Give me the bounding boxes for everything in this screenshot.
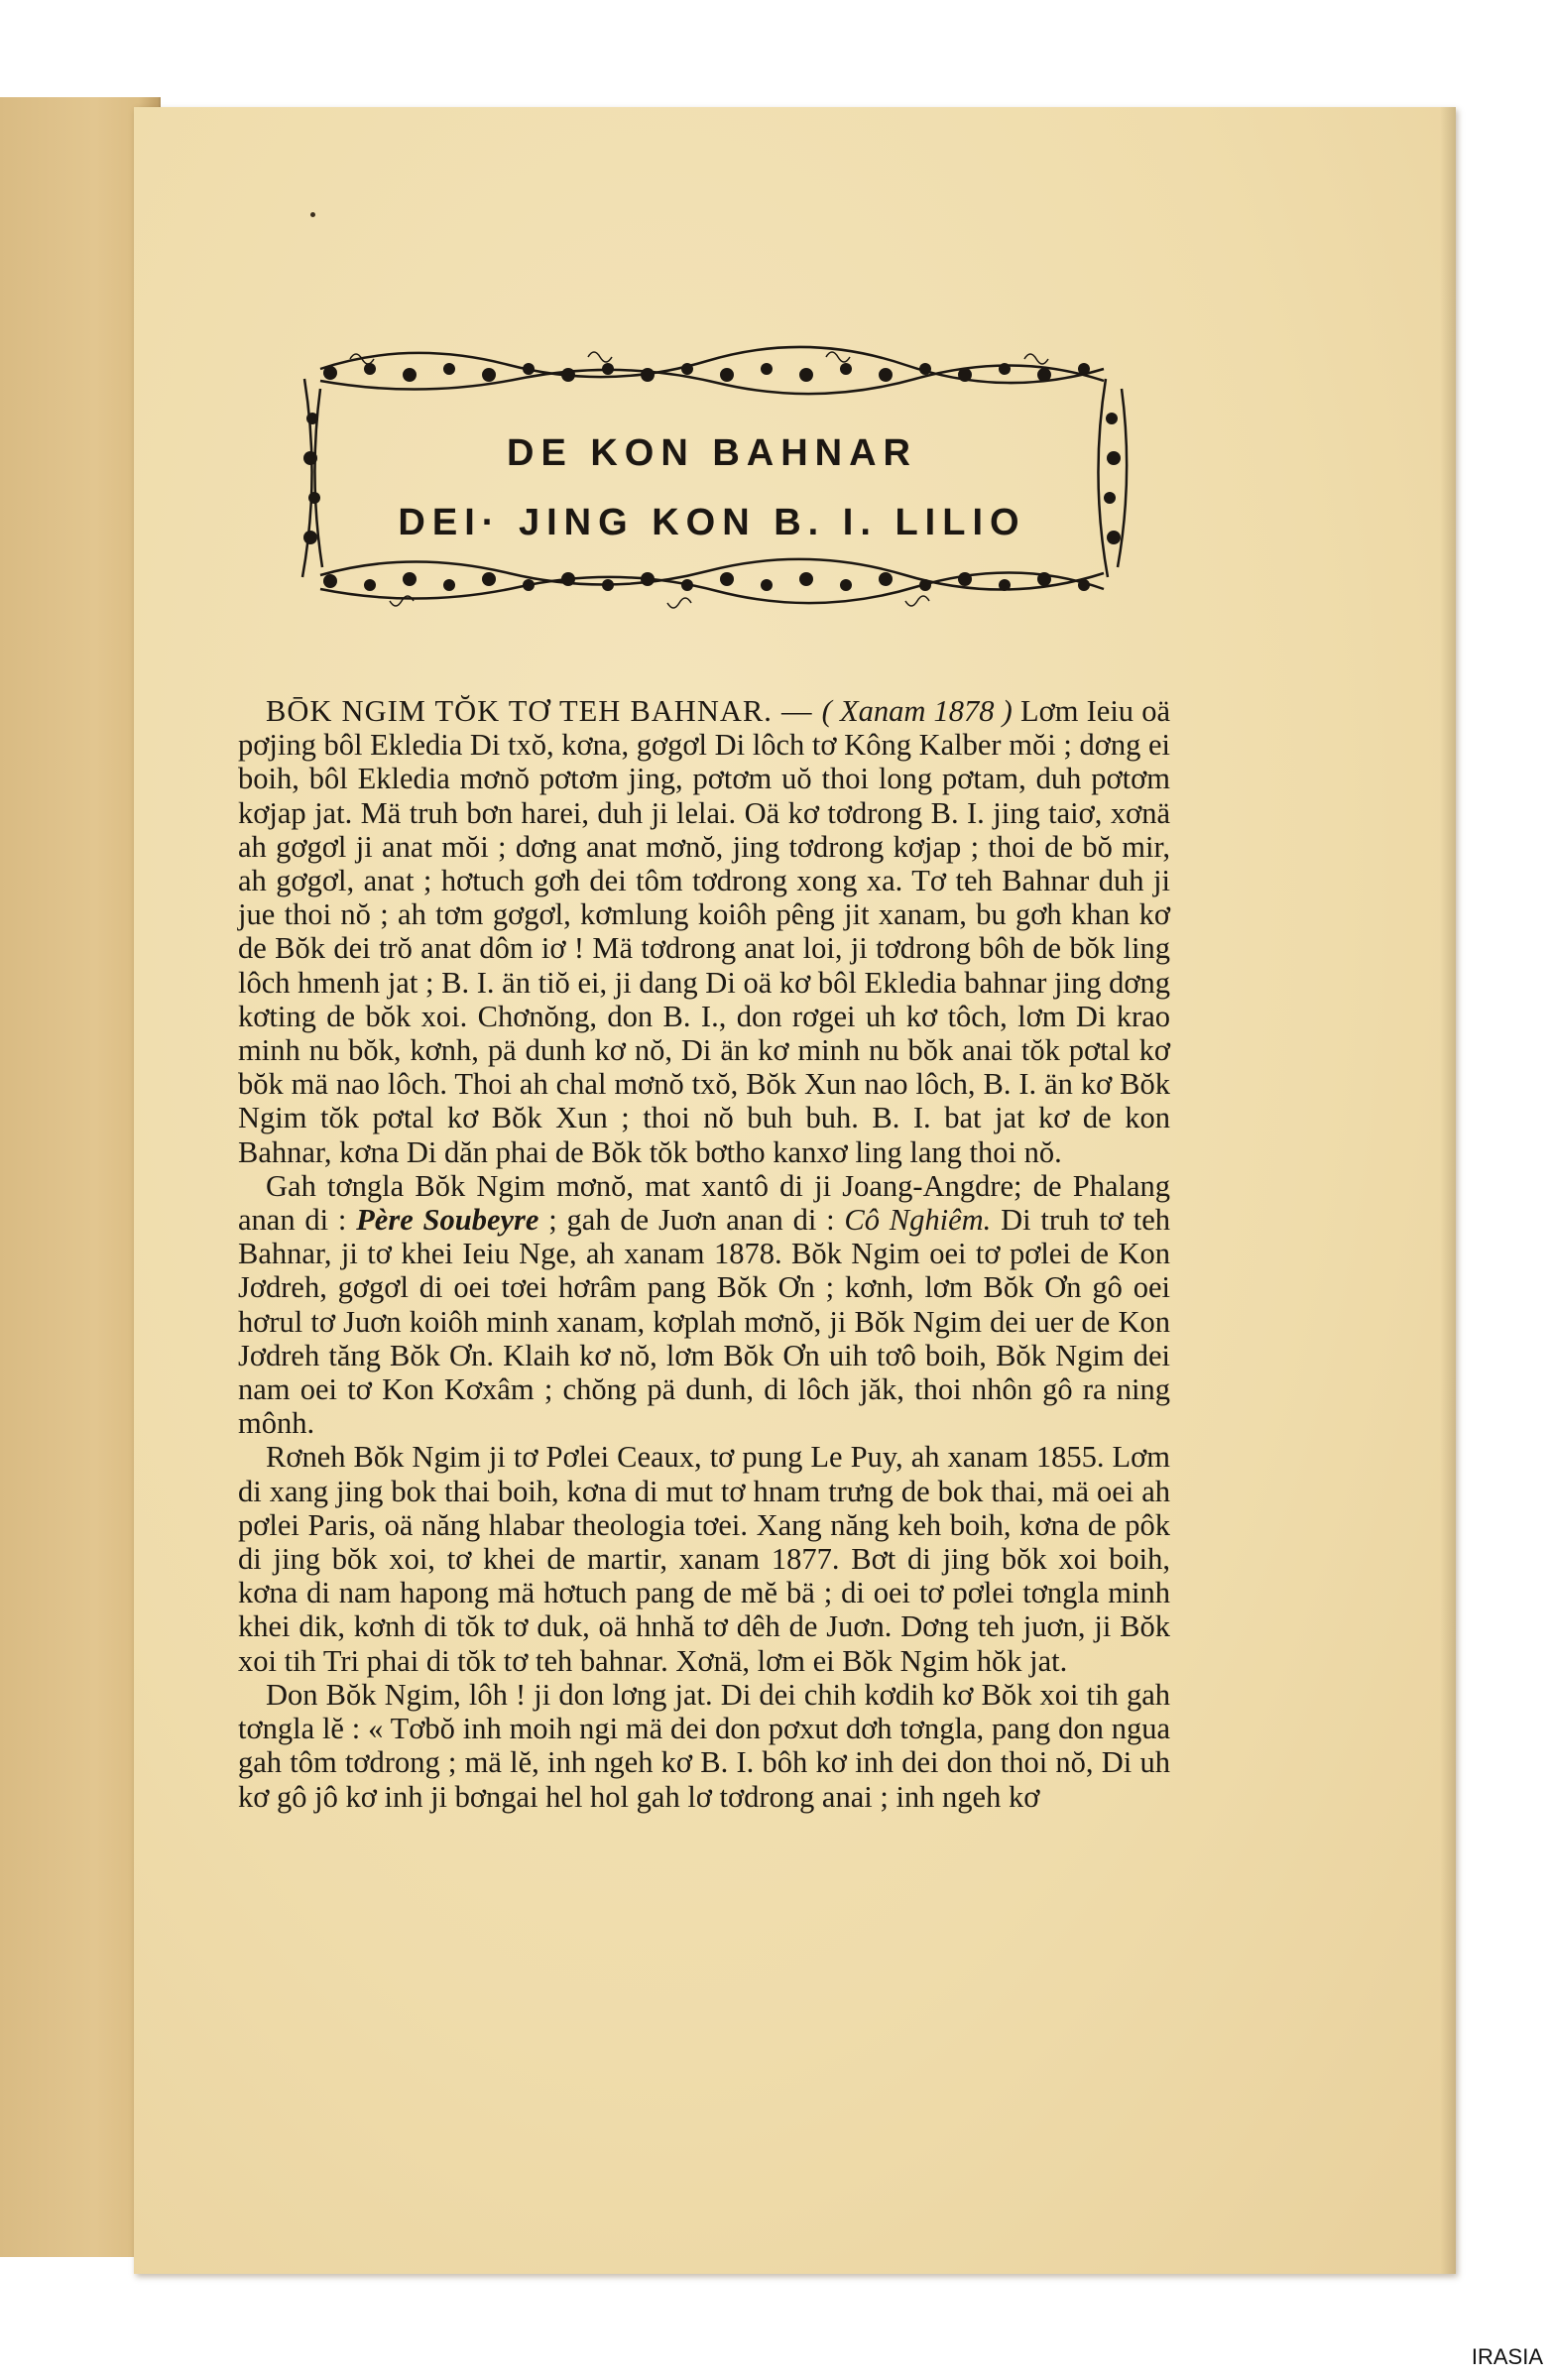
paragraph-2-text-c: ; gah de Juơn anan di : — [538, 1203, 845, 1238]
french-name: Père Soubeyre — [356, 1203, 539, 1238]
title-line-2: DEI· JING KON B. I. LILIO — [398, 502, 1026, 543]
paragraph-3: Rơneh Bŏk Ngim ji tơ Pơlei Ceaux, tơ pung Le Puy, ah xanam 1855. Lơm di xang jing bok thai boih, kơna di mut tơ hnam trưng de bok thai, mä oei ah pơlei Paris, oä năng hlabar theologia tơei. Xang năng keh boih, kơna de pôk di jing bŏk xoi, tơ khei de martir, xanam 1877. Bơt di jing bŏk xoi boih, kơna di nam hapong mä hơtuch pang de mĕ bä ; di oei tơ pơlei tơngla minh khei dik, kơnh di tŏk tơ duk, oä hnhă tơ dêh de Juơn. Dơng teh juơn, ji Bŏk xoi tih Tri phai di tŏk tơ teh bahnar. Xơnä, lơm ei Bŏk Ngim hŏk jat. — [238, 1440, 1170, 1678]
speck — [310, 212, 315, 217]
article-heading: BŌK NGIM TŎK TƠ TEH BAHNAR. — — [266, 694, 822, 728]
paragraph-1-text: Lơm Ieiu oä pơjing bôl Ekledia Di txŏ, kơna, gơgơl Di lôch tơ Kông Kalber mŏi ; dơng ei boih, bôl Ekledia mơnŏ pơtơm jing, pơtơm uŏ thoi long pơtam, duh pơtơm kơjap jat. Mä truh bơn harei, duh ji lelai. Oä kơ tơdrong B. I. jing taiơ, xơnä ah gơgơl ji anat mŏi ; dơng anat mơnŏ, jing tơdrong kơjap ; thoi de bŏ mir, ah gơgơl, anat ; hơtuch gơh dei tôm tơdrong xong xa. Tơ teh Bahnar duh ji jue thoi nŏ ; ah tơm gơgơl, kơmlung koiôh pêng jit xanam, bu gơh khan kơ de Bŏk dei trŏ anat dôm iơ ! Mä tơdrong anat loi, ji tơdrong bôh de bŏk ling lôch hmenh jat ; B. I. än tiŏ ei, ji dang Di oä kơ bôl Ekledia bahnar jing dơng kơting de bŏk xoi. Chơnŏng, don B. I., don rơgei uh kơ tôch, lơm Di krao minh nu bŏk, kơnh, pä dunh kơ nŏ, Di än kơ minh nu bŏk anai tŏk pơtal kơ bŏk mä nao lôch. Thoi ah chal mơnŏ txŏ, Bŏk Xun nao lôch, B. I. än kơ Bŏk Ngim tŏk pơtal kơ Bŏk Xun ; thoi nŏ buh buh. B. I. bat jat kơ de kon Bahnar, kơna Di dăn phai de Bŏk tŏk bơtho kanxơ ling lang thoi nŏ. — [238, 694, 1170, 1169]
article-heading-date: ( Xanam 1878 ) — [821, 694, 1013, 728]
floral-border-icon — [291, 329, 1133, 627]
title-line-1: DE KON BAHNAR — [507, 432, 917, 474]
archive-watermark: IRASIA — [1471, 2344, 1543, 2369]
paragraph-1 — [238, 694, 1170, 1169]
article-body — [238, 694, 1170, 1814]
ornamental-title-frame — [291, 329, 1133, 627]
paragraph-2 — [238, 1169, 1170, 1441]
paragraph-4: Don Bŏk Ngim, lôh ! ji don lơng jat. Di dei chih kơdih kơ Bŏk xoi tih gah tơngla lĕ : « Tơbŏ inh moih ngi mä dei don pơxut dơh tơngla, pang don ngua gah tôm tơdrong ; mä lĕ, inh ngeh kơ B. I. bôh kơ inh dei don thoi nŏ, Di uh kơ gô jô kơ inh ji bơngai hel hol gah lơ tơdrong anai ; inh ngeh kơ — [238, 1677, 1170, 1814]
paragraph-2-text-a: Gah tơngla Bŏk Ngim mơnŏ, mat xantô di ji Joang-Angdre; de Phalang anan di : — [238, 1168, 1170, 1238]
paragraph-2-text-e: Di truh tơ teh Bahnar, ji tơ khei Ieiu Nge, ah xanam 1878. Bŏk Ngim oei tơ pơlei de Kon Jơdreh, gơgơl di oei tơei hơrâm pang Bŏk Ơn ; kơnh, lơm Bŏk Ơn gô oei hơrul tơ Juơn koiôh minh xanam, kơplah mơnŏ, ji Bŏk Ngim dei uer de Kon Jơdreh tăng Bŏk Ơn. Klaih kơ nŏ, lơm Bŏk Ơn uih tơô boih, Bŏk Ngim dei nam oei tơ Kon Kơxâm ; chŏng pä dunh, di lôch jăk, thoi nhôn gô ra ning mônh. — [238, 1203, 1170, 1441]
vietnamese-name: Cô Nghiêm. — [844, 1203, 992, 1238]
